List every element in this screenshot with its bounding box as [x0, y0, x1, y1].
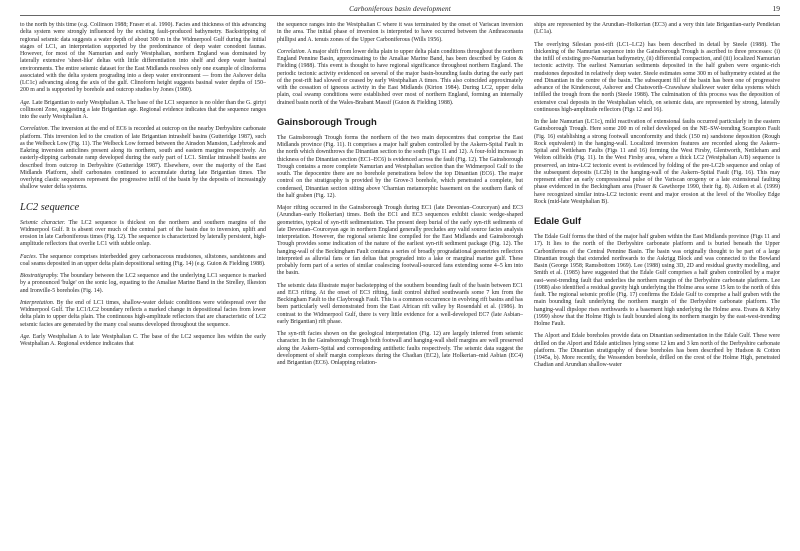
paragraph-text: The LC2 sequence is thickest on the northern and southern margins of the Widmerpool Gulf. It is absent over much of the central part of the basin due to inversion, uplift and erosion in late Carboniferous times (Fig. 12). The sequence is characterized by laterally persistent, high-amplitude reflectors that overlie LC1 with subtle onlap.: [20, 219, 266, 248]
section-heading-gainsborough-trough: Gainsborough Trough: [277, 116, 377, 128]
paragraph-text: A major shift from lower delta plain to upper delta plain conditions throughout the northern England Pennine Basin, approximating to the Amaliae Marine Band, has been described by Guion & Fielding (1988). This event is thought to have regional significance throughout northern England. The periodic tectonic activity evidenced on several of the major basin-bounding faults during the early part of the post-rift had slowed or ceased by early Westphalian A times. This also coincided approximately with the cessation of igneous activity in the East Midlands (Kirton 1984). During LC2, upper delta plain, coal swamp conditions were established over most of northern England, forming an internally drained basin north of the Wales-Brabant Massif (Guion & Fielding 1988).: [277, 48, 523, 106]
run-in-heading: Interpretation.: [20, 299, 55, 306]
run-in-heading: Facies.: [20, 253, 38, 260]
paragraph: The Alport and Edale boreholes provide data on Dinantian sedimentation in the Edale Gulf. These were drilled on the Alport and Edale anticlines lying some 12 km and 3 km north of the Derbyshire carbonate platform. The Dinantian stratigraphy of these boreholes has been described by Hudson & Cotton (1945a, b). More recently, the Wessenden borehole, drilled on the crest of the Holme High, penetrated Chadian and Arundian shallow-water: [534, 333, 780, 369]
paragraph: The overlying Silesian post-rift (LC1–LC2) has been described in detail by Steele (1988). The thickening of the Namurian sequence into the Gainsborough Trough is ascribed to three processes: (i) the infill of existing pre-Namurian bathymetry, (ii) differential compaction, and (iii) localized Namurian tectonic activity. The earliest Namurian sediments deposited in the half graben were organic-rich mudstones deposited in relatively deep water. Steele estimates some 300 m of bathymetry existed at the end Dinantian in the centre of the basin. The subsequent fill of the basin has been one of progressive advance of the Kinderscout, Ashover and Chatsworth–Crawshaw shallower water delta systems which infilled the trough from the north (Steele 1988). The culmination of this process was the deposition of extensive coal deposits in the Westphalian which, on seismic data, are represented by strong, laterally continuous high-amplitude reflectors (Figs 12 and 16).: [534, 41, 780, 113]
paragraph: the sequence ranges into the Westphalian C where it was terminated by the onset of Variscan inversion in the area. The initial phase of inversion is interpreted to have occurred between the Anthraconauta phillipsi and A. tenuis zones of the Upper Carboniferous (Wills 1956).: [277, 22, 523, 43]
paragraph: [277, 49, 523, 107]
run-in-heading: Age.: [20, 333, 31, 340]
paragraph: The seismic data illustrate major backstepping of the southern bounding fault of the basin between EC1 and EC3 rifting. At the onset of EC3 rifting, fault control shifted southwards some 7 km from the Beckingham Fault to the Claybrough Fault. This is a common occurrence in evolving rift basins and has been particularly well demonstrated from the East African rift valley by Rosendahl et al. (1986). In contrast to the Widmerpool Gulf, there is very little evidence for a well-developed EC7 (late Asbian–early Brigantian) rift phase.: [277, 282, 523, 325]
run-in-heading: Seismic character.: [20, 219, 66, 226]
text-column-left: [20, 22, 266, 548]
paragraph: ships are represented by the Arundian–Holkerian (EC3) and a very thin late Brigantian-early Pendleian (LC1a).: [534, 22, 780, 36]
paragraph-text: Early Westphalian A to late Westphalian C. The base of the LC2 sequence lies within the early Westphalian A. Regional evidence indicates that: [20, 333, 266, 347]
paragraph: to the north by this time (e.g. Collinson 1988; Fraser et al. 1990). Facies and thickness of this advancing delta system were strongly influenced by the existing fault-produced bathymetry. Backstripping of regional seismic data suggests a water depth of about 300 m in the Widmerpool Gulf during the initial stages of LC1, an interpretation supported by the predominance of deep water conodont faunas. However, for most of the Namurian and early Westphalian, northern England was dominated by laterally extensive 'sheet-like' deltas with little differentiation into shelf and deep water basinal environments. The entire seismic dataset for the East Midlands resolves only one example of clinoforms associated with the delta system prograding into a deep water environment — from the Ashover delta (LC1c) advancing along the axis of the gulf. Clinoform height suggests basinal water depths of 150–200 m and is supported by borehole and outcrop studies by Jones (1980).: [20, 22, 266, 94]
paragraph: The syn-rift facies shown on the geological interpretation (Fig. 12) are largely inferred from seismic character. In the Gainsborough Trough both footwall and hanging-wall shelf margins are well preserved along the Askern–Spital and corresponding antithetic faults respectively. The seismic data suggest the development of shelf margin complexes during the Chadian (EC2), late Holkerian–mid Asbian (EC4) and Brigantian (EC6). Onlapping relation-: [277, 331, 523, 366]
paragraph-text: Late Brigantian to early Westphalian A. The base of the LC1 sequence is no older than the G. girtyi collinsoni Zone, suggesting a late Brigantian age. Regional evidence indicates that the sequence ranges into the early Westphalian A.: [20, 99, 266, 120]
text-column-middle: [277, 22, 523, 548]
header-rule: [20, 15, 780, 16]
run-in-heading: Biostratigraphy.: [20, 273, 59, 279]
paragraph-text: The inversion at the end of EC6 is recorded at outcrop on the nearby Derbyshire carbonate platform. This inversion led to the creation of late Brigantian intrashelf basins (Gutteridge 1987), such as the Welbeck Low (Fig. 11). The Welbeck Low formed between the Ainsdon Mansion, Ladybrook and Eakring inversion anticlines present along its northern, south and eastern margins respectively. An easterly-dipping carbonate ramp developed during the early part of LC1. Similar intrashelf basins are described from outcrop in Derbyshire (Gutteridge 1987). Elsewhere, over the majority of the East Midlands Platform, shelf carbonates continued to accumulate during late Brigantian times. The overlying clastic sequences represent the progressive infill of the basin by the deposits of increasingly shallow water delta systems.: [20, 126, 266, 191]
paragraph: [20, 126, 266, 191]
paragraph: The Gainsborough Trough forms the northern of the two main depocentres that comprise the East Midlands province (Fig. 11). It comprises a major half graben controlled by the Askern-Spital Fault in the north which downthrows the Dinantian section to the south (Figs 11 and 12). A four-fold increase in thickness of the Dinantian section (EC1–EC6) is evidenced across the fault (Fig. 12). The Gainsborough Trough contains a more complete Namurian and Westphalian section than the Widmerpool Gulf to the south. The depocentre there are no borehole penetrations below the top Dinantian (EC6). The major control on the stratigraphy is provided by the Grove-3 borehole, which penetrated a complete, but condensed, Dinantian section sitting above 'Charnian metamorphic basement on the southern flank of the half graben (Fig. 12).: [277, 134, 523, 199]
paragraph: [20, 334, 266, 349]
page-number: 19: [772, 4, 780, 13]
paragraph: [20, 254, 266, 269]
running-title: Carboniferous basin development: [349, 4, 451, 13]
paragraph: The Edale Gulf forms the third of the major half graben within the East Midlands province (Figs 11 and 17). It lies to the north of the Derbyshire carbonate platform and is buried beneath the Upper Carboniferous of the Central Pennine Basin. The basin was originally thought to be part of a large Dinantian trough that extended northwards to the Askrigg Block and was connected to the Bowland Basin (George 1958; Ramsbottom 1969). Lee (1988) using 3D, 2D and residual gravity modelling, and Smith et al. (1985) have suggested that the Edale Gulf comprises a half graben controlled by a major east–west-trending fault that underlies the northern margin of the Derbyshire carbonate platform. Lee (1988) also identified a residual gravity high underlying the Holme area some 15 km to the north of this fault. The regional seismic profile (Fig. 17) confirms the Edale Gulf to comprise a half graben with the main bounding fault underlying the northern margin of the Derbyshire carbonate platform. The hanging-wall dipslope rises northwards to a basement high underlying the Holme area. Evans & Kirby (1999) show that the Holme High is fault bounded along its northern margin by the east-west-trending Holme Fault.: [534, 234, 780, 327]
paragraph: In the late Namurian (LC1c), mild reactivation of extensional faults occurred particularly in the eastern Gainsborough Trough. Here some 200 m of relief developed on the NE–SW-trending Scampton Fault (Fig. 16) establishing a strong footwall unconformity and thick (150 m) sandstone deposition (Rough Rock equivalent) in the hanging-wall. Localized inversion features are recorded along the Askern–Spital and Nettleham Faults (Figs 11 and 16) forming the West Firsby, Glentworth, Nettleham and Welton oilfields (Fig. 11). In the West Firsby area, where a thick LC2 (Westphalian A/B) sequence is preserved, an intra-LC2 tectonic event is evidenced by folding of the pre-LC2b sequence and onlap of the subsequent deposits (LC2b) in the hanging-wall of the Askern–Spital Fault (Fig. 16). This may represent either an early compressional pulse of the Variscan orogeny or a late extensional faulting phase evidenced in the Beckingham area (Fraser & Gawthorpe 1990, their fig. 8). Aitken et al. (1999) have recognized similar intra-LC2 tectonic event and major erosion at the level of the Woolley Edge Rock (mid-late Westphalian B).: [534, 119, 780, 205]
run-in-heading: Correlation.: [277, 48, 307, 55]
paragraph-text: The boundary between the LC2 sequence and the underlying LC1 sequence is marked by a pronounced 'bulge' on the sonic log, equating to the Amaliae Marine Band in the Strelley, Ilkeston and Ironville-5 boreholes (Fig. 14).: [20, 273, 266, 294]
paragraph: [20, 100, 266, 122]
paragraph-text: The sequence comprises interbedded grey carbonaceous mudstones, siltstones, sandstones and coal seams deposited in an upper delta plain depositional setting (Fig. 14) (e.g. Guion & Fielding 1988).: [20, 253, 266, 267]
run-in-heading: Age.: [20, 99, 31, 106]
section-heading-edale-gulf: Edale Gulf: [534, 216, 581, 227]
text-column-right: [534, 22, 780, 548]
paragraph: [20, 220, 266, 249]
paragraph: Major rifting occurred in the Gainsborough Trough during EC1 (late Devonian–Courceyan) and EC3 (Arundian–early Holkerian) times. Both the EC1 and EC3 sequences exhibit classic wedge-shaped geometries, typical of syn-rift sedimentation. The present deep burial of the early syn-rift sediments of late Devonian–Courceyan age in northern England generally precludes any valid source facies analysis interpretation. However, the regional seismic line compiled for the East Midlands and Gainsborough Trough provides some indication of the nature of the earliest syn-rift sediment package (Fig. 12). The hanging-wall of the Beckingham Fault contains a series of broadly progradational geometries reflectors interpreted as alluvial fans or fan deltas that prograded into a lake or marginal marine gulf. These probably form part of a series of similar coalescing footwall-sourced fans extending some 4–5 km into the basin.: [277, 205, 523, 277]
paragraph: [20, 300, 266, 329]
paragraph: [20, 273, 266, 295]
paragraph-text: By the end of LC1 times, shallow-water deltaic conditions were widespread over the Widmerpool Gulf. The LC1/LC2 boundary reflects a marked change in depositional facies from lower delta plain to upper delta plain. The continuous high-amplitude reflectors that are characteristic of LC2 seismic facies are generated by the many coal seams developed throughout the sequence.: [20, 299, 266, 328]
run-in-heading: Correlation.: [20, 126, 50, 133]
section-heading-lc2: LC2 sequence: [20, 201, 80, 213]
